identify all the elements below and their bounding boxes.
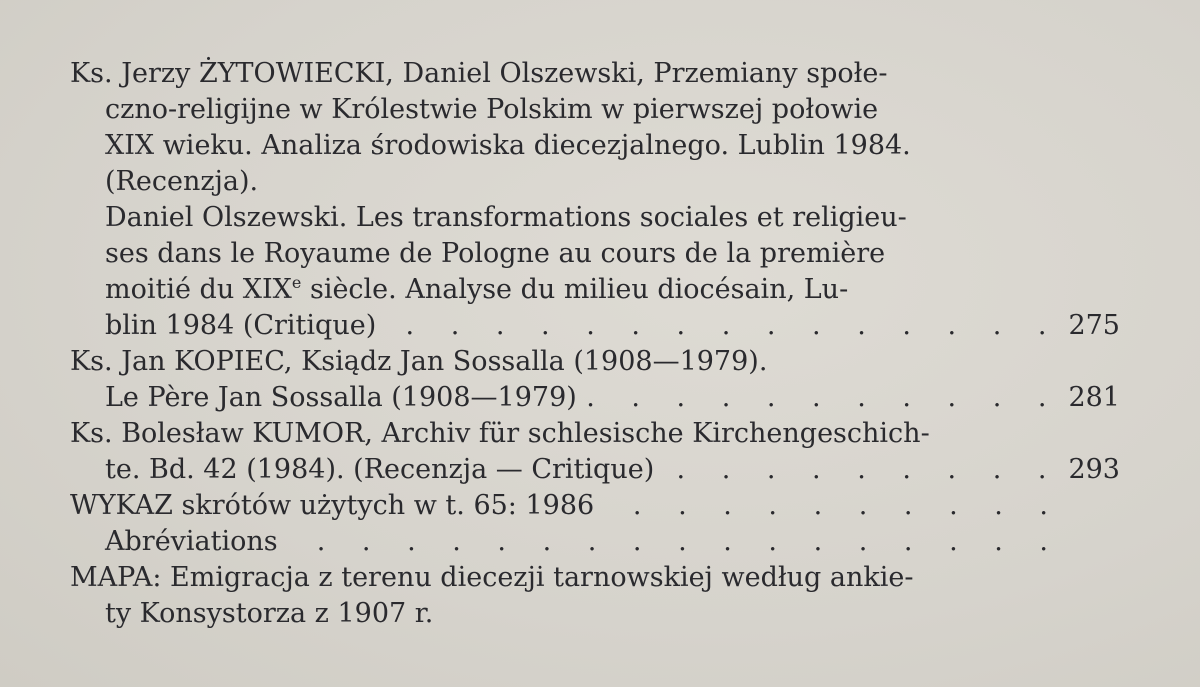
toc-entry-line: [105, 92, 1120, 128]
toc-entry-line: [105, 164, 1120, 200]
entry-text: Ks. Bolesław KUMOR, Archiv für schlesische Kirchengeschich-: [70, 418, 930, 449]
toc-entry-line: [105, 452, 1120, 488]
page-number: 293: [1068, 454, 1120, 485]
toc-entry-line: [105, 128, 1120, 164]
dot-leader: [654, 452, 1068, 488]
toc-entry-line: [70, 56, 1120, 92]
entry-text: (Recenzja).: [105, 166, 259, 197]
entry-text: Ks. Jerzy ŻYTOWIECKI, Daniel Olszewski, Przemiany społe-: [70, 58, 888, 89]
dot-leader: [577, 380, 1069, 416]
translation-text: ses dans le Royaume de Pologne au cours de la première: [105, 238, 886, 269]
entry-text: MAPA: Emigracja z terenu diecezji tarnowskiej według ankie-: [70, 562, 914, 593]
dot-leader: [376, 308, 1068, 344]
toc-translation-line: [105, 200, 1120, 236]
page-number: 275: [1068, 310, 1120, 341]
toc-translation-line: [105, 272, 1120, 308]
toc-translation-line: [105, 236, 1120, 272]
toc-translation-line: [105, 380, 1120, 416]
toc-translation-line: [105, 308, 1120, 344]
translation-text: blin 1984 (Critique): [105, 310, 377, 341]
translation-text: Abréviations: [105, 526, 278, 557]
entry-text: czno-religijne w Królestwie Polskim w pierwszej połowie: [105, 94, 879, 125]
toc-entry-line: [70, 416, 1120, 452]
dot-leader: [594, 488, 1070, 524]
toc-entry-line: [70, 488, 1120, 524]
toc-entry-line: [105, 596, 1120, 632]
entry-text: WYKAZ skrótów użytych w t. 65: 1986: [70, 490, 595, 521]
entry-text: Ks. Jan KOPIEC, Ksiądz Jan Sossalla (1908—1979).: [70, 346, 768, 377]
toc-translation-line: [105, 524, 1120, 560]
page-number: 281: [1068, 382, 1120, 413]
toc-entry-line: [70, 560, 1120, 596]
toc-entry-line: [70, 344, 1120, 380]
translation-text: moitié du XIXe siècle. Analyse du milieu diocésain, Lu-: [105, 273, 849, 305]
entry-text: XIX wieku. Analiza środowiska diecezjalnego. Lublin 1984.: [105, 130, 911, 161]
superscript: e: [291, 273, 302, 292]
dot-leader: [278, 524, 1070, 560]
entry-text: ty Konsystorza z 1907 r.: [105, 598, 434, 629]
translation-text: Le Père Jan Sossalla (1908—1979): [105, 382, 577, 413]
translation-text: Daniel Olszewski. Les transformations sociales et religieu-: [105, 202, 907, 233]
entry-text: te. Bd. 42 (1984). (Recenzja — Critique): [105, 454, 655, 485]
